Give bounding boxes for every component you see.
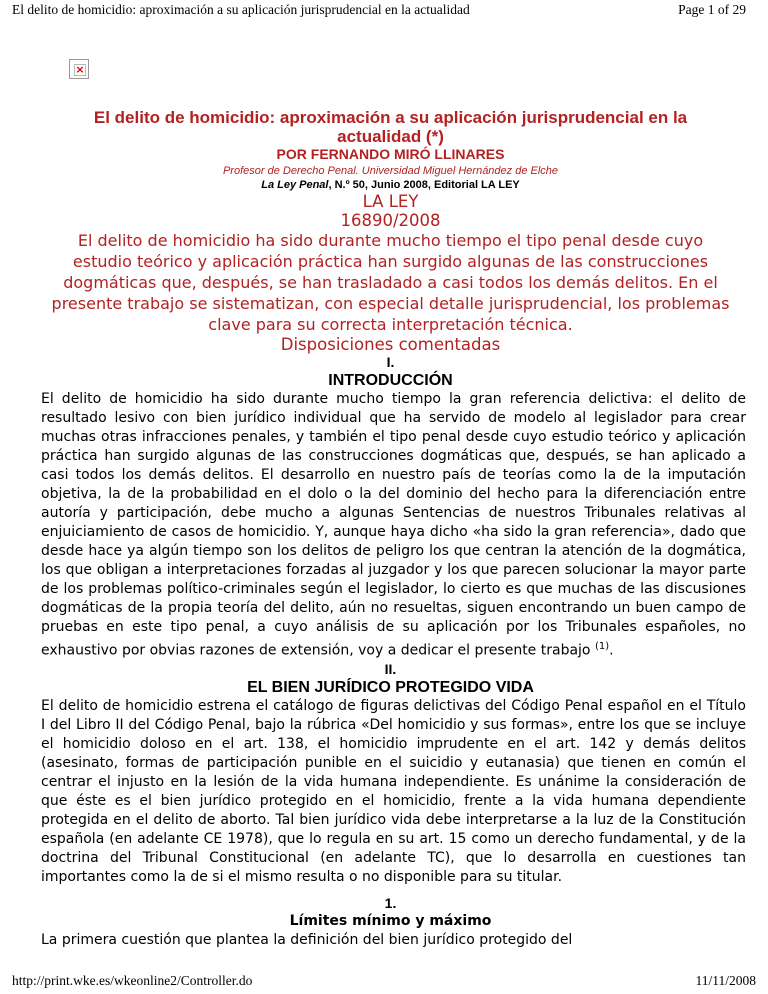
footer-date: 11/11/2008 bbox=[695, 973, 756, 988]
article-body bbox=[41, 100, 746, 950]
page-header bbox=[12, 0, 756, 22]
paragraph-text: El delito de homicidio ha sido durante mucho tiempo la gran referencia delictiva: el delito de resultado lesivo con bien jurídico individual que ha servido de modelo al legislador para crear muchas otras infracciones penales, y también el tipo penal desde cuyo estudio teórico y aplicación práctica han surgido algunas de las construcciones dogmáticas que, después, se han aplicado a casi todos los demás delitos. El desarrollo en nuestro país de teorías como la de la imputación objetiva, la de la probabilidad en el dolo o la del dominio del hecho para la diferenciación entre autoría y participación, debe mucho a algunas Sentencias de nuestros Tribunales relativas al enjuiciamiento de casos de homicidio. Y, aunque haya dicho «ha sido la gran referencia», dado que desde hace ya algún tiempo son los delitos de peligro los que centran la atención de la dogmática, los que obligan a interpretaciones forzadas al juzgador y los que parecen solucionar la mayor parte de los problemas político-criminales según el legislador, lo cierto es que muchas de las discusiones dogmáticas de la propia teoría del delito, aún no resueltas, siguen encontrando un buen campo de pruebas en este tipo penal, a cuyo análisis de su aplicación por los Tribunales españoles, no exhaustivo por obvias razones de extensión, voy a dedicar el presente trabajo bbox=[41, 391, 746, 659]
author-affiliation: Profesor de Derecho Penal. Universidad Miguel Hernández de Elche bbox=[222, 165, 559, 177]
reference-number: 16890/2008 bbox=[340, 211, 441, 230]
section-number: I. bbox=[386, 354, 395, 370]
broken-image-icon bbox=[69, 59, 89, 79]
source-journal: La Ley Penal bbox=[261, 179, 329, 191]
introduction-paragraph bbox=[41, 390, 746, 661]
publisher-name: LA LEY bbox=[362, 192, 419, 211]
section-number: II. bbox=[384, 660, 397, 677]
bien-juridico-paragraph: El delito de homicidio estrena el catálogo de figuras delictivas del Código Penal español en el Título I del Libro II del Código Penal, bajo la rúbrica «Del homicidio y sus formas», entre los que se incluye el homicidio doloso en el art. 138, el homicidio imprudente en el art. 142 y demás delitos (asesinato, formas de participación punible en el suicidio y eutanasia) que tienen en común el centrar el injusto en la lesión de la vida humana independiente. Es unánime la consideración de que éste es el bien jurídico protegido en el homicidio, frente a la vida humana dependiente protegida en el delito de aborto. Tal bien jurídico vida debe interpretarse a la luz de la Constitución española (en adelante CE 1978), que lo regula en su art. 15 como un derecho fundamental, y de la doctrina del Tribunal Constitucional (en adelante TC), que lo desarrolla en cuestiones tan importantes como la de si el mismo resulta o no disponible para su titular. bbox=[41, 697, 746, 885]
article-source bbox=[55, 178, 726, 192]
subsection-number: 1. bbox=[384, 894, 397, 911]
article-author: POR FERNANDO MIRÓ LLINARES bbox=[276, 146, 505, 162]
limites-paragraph: La primera cuestión que plantea la definición del bien jurídico protegido del bbox=[41, 931, 573, 948]
subsection-title-limites: Límites mínimo y máximo bbox=[289, 912, 492, 929]
section-title-introduction: INTRODUCCIÓN bbox=[328, 372, 453, 389]
article-title: El delito de homicidio: aproximación a su aplicación jurisprudencial en la actualidad (*) bbox=[93, 108, 688, 146]
article-abstract: El delito de homicidio ha sido durante mucho tiempo el tipo penal desde cuyo estudio teórico y aplicación práctica han surgido algunas de las construcciones dogmáticas que, después, se han trasladado a casi todos los demás delitos. En el presente trabajo se sistematizan, con especial detalle jurisprudencial, los problemas clave para su correcta interpretación técnica. bbox=[51, 231, 730, 334]
paragraph-end: . bbox=[609, 642, 614, 659]
footer-url: http://print.wke.es/wkeonline2/Controller.do bbox=[12, 973, 253, 988]
header-doc-title: El delito de homicidio: aproximación a su aplicación jurisprudencial en la actualidad bbox=[12, 2, 470, 17]
footnote-link[interactable]: (1) bbox=[594, 641, 610, 652]
header-page-number: Page 1 of 29 bbox=[678, 2, 746, 17]
section-title-bien-juridico: EL BIEN JURÍDICO PROTEGIDO VIDA bbox=[247, 678, 534, 696]
source-details: , N.º 50, Junio 2008, Editorial LA LEY bbox=[328, 179, 520, 191]
broken-image-glyph: × bbox=[75, 63, 85, 76]
provisions-link[interactable]: Disposiciones comentadas bbox=[280, 335, 501, 354]
page-footer bbox=[12, 972, 756, 994]
